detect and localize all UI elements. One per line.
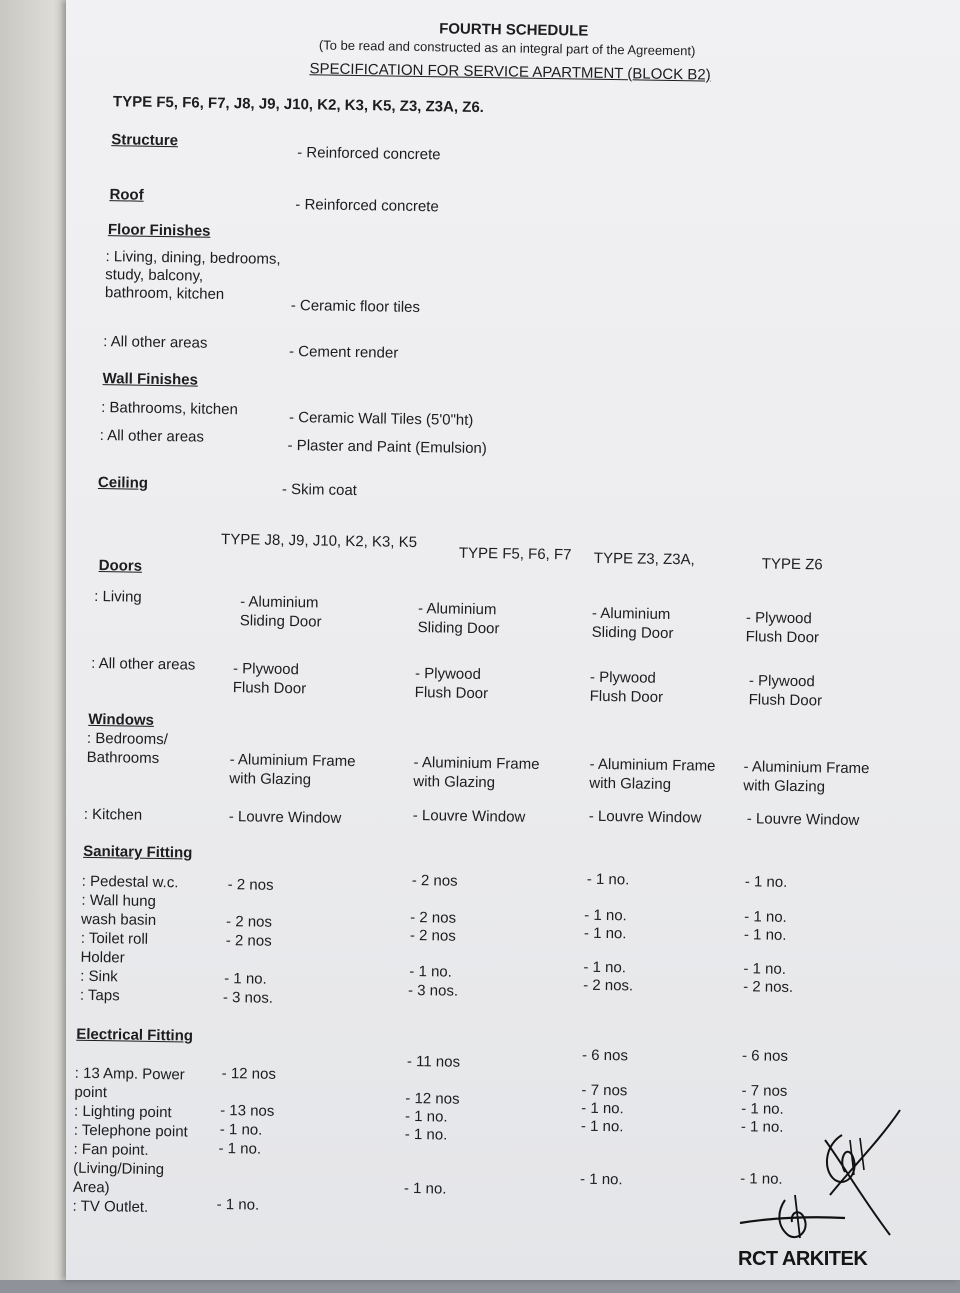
electrical-col3-tv: - 1 no.	[579, 1170, 623, 1189]
sanitary-col2-basin: - 2 nos	[410, 908, 457, 927]
wall-bath-label: : Bathrooms, kitchen	[101, 399, 239, 419]
electrical-items: : 13 Amp. Power point : Lighting point : Telephone point : Fan point. (Living/Dining Area) : TV Outlet.	[72, 1064, 188, 1216]
wall-other-label: : All other areas	[99, 427, 205, 446]
electrical-col2-telephone: - 1 no.	[404, 1107, 448, 1126]
sanitary-col3-wc: - 1 no.	[586, 870, 630, 889]
types-line: TYPE F5, F6, F7, J8, J9, J10, K2, K3, K5, Z3, Z3A, Z6.	[112, 93, 485, 117]
doors-other-col3: - Plywood Flush Door	[589, 668, 664, 706]
electrical-col2-lighting: - 12 nos	[405, 1089, 460, 1108]
windows-bed-col1: - Aluminium Frame with Glazing	[229, 751, 356, 789]
ceiling-value: - Skim coat	[281, 480, 358, 500]
sanitary-col3-basin: - 1 no.	[584, 906, 627, 925]
wall-finishes-label: Wall Finishes	[102, 370, 199, 389]
doors-living-col2: - Aluminium Sliding Door	[417, 600, 500, 638]
ceiling-label: Ceiling	[97, 474, 149, 492]
windows-bed-col3: - Aluminium Frame with Glazing	[589, 755, 716, 794]
windows-kitchen-col4: - Louvre Window	[746, 810, 860, 830]
windows-bed-col4: - Aluminium Frame with Glazing	[743, 758, 870, 796]
floor-rooms-value: - Ceramic floor tiles	[290, 297, 421, 317]
schedule-title: FOURTH SCHEDULE	[439, 20, 589, 40]
sanitary-col4-taps: - 2 nos.	[743, 978, 794, 996]
sanitary-col4-sink: - 1 no.	[743, 960, 787, 978]
doors-other-label: : All other areas	[91, 654, 196, 674]
handwritten-signature-icon	[730, 1100, 920, 1250]
sanitary-col2-taps: - 3 nos.	[407, 981, 459, 1000]
schedule-subtitle: (To be read and constructed as an integral part of the Agreement)	[318, 37, 696, 59]
sanitary-col1-wc: - 2 nos	[227, 876, 274, 894]
sanitary-col4-basin: - 1 no.	[744, 908, 787, 926]
electrical-col1-telephone: - 1 no.	[219, 1121, 263, 1139]
sanitary-col4-holder: - 1 no.	[743, 926, 787, 944]
doors-other-col2: - Plywood Flush Door	[414, 665, 489, 703]
sanitary-items: : Pedestal w.c. : Wall hung wash basin : Toilet roll Holder : Sink : Taps	[79, 872, 179, 1005]
doors-other-col1: - Plywood Flush Door	[232, 660, 307, 698]
electrical-col2-fan: - 1 no.	[404, 1125, 448, 1144]
column-header-type-f: TYPE F5, F6, F7	[458, 544, 572, 564]
roof-value: - Reinforced concrete	[295, 196, 439, 216]
electrical-col1-fan: - 1 no.	[218, 1139, 262, 1158]
sanitary-col1-sink: - 1 no.	[224, 970, 267, 988]
electrical-col3-telephone: - 1 no.	[581, 1099, 624, 1118]
wall-other-value: - Plaster and Paint (Emulsion)	[287, 436, 487, 458]
windows-bed-col2: - Aluminium Frame with Glazing	[413, 754, 540, 792]
windows-kitchen-col3: - Louvre Window	[588, 807, 702, 827]
doors-living-col1: - Aluminium Sliding Door	[239, 593, 322, 631]
electrical-col1-lighting: - 13 nos	[220, 1102, 275, 1120]
column-header-type-j: TYPE J8, J9, J10, K2, K3, K5	[220, 530, 418, 552]
electrical-label: Electrical Fitting	[76, 1025, 194, 1045]
electrical-col4-fan: - 1 no.	[740, 1118, 784, 1136]
electrical-col4-lighting: - 7 nos	[741, 1082, 788, 1100]
column-header-type-z6: TYPE Z6	[761, 555, 823, 574]
electrical-col3-lighting: - 7 nos	[581, 1081, 628, 1100]
sanitary-col3-sink: - 1 no.	[583, 958, 627, 977]
sanitary-col2-sink: - 1 no.	[409, 962, 453, 981]
floor-finishes-label: Floor Finishes	[107, 221, 211, 240]
floor-other-label: : All other areas	[103, 333, 208, 352]
sanitary-col3-taps: - 2 nos.	[583, 976, 634, 995]
sanitary-col1-taps: - 3 nos.	[222, 989, 274, 1007]
electrical-col2-power: - 11 nos	[406, 1052, 461, 1071]
windows-kitchen-label: : Kitchen	[83, 805, 143, 824]
roof-label: Roof	[109, 186, 144, 204]
windows-label: Windows	[88, 710, 155, 729]
electrical-col3-fan: - 1 no.	[580, 1117, 624, 1136]
electrical-col4-telephone: - 1 no.	[741, 1100, 784, 1118]
electrical-col1-tv: - 1 no.	[216, 1195, 260, 1214]
company-stamp: RCT ARKITEK	[738, 1248, 868, 1270]
doors-living-col4: - Plywood Flush Door	[745, 609, 820, 647]
sanitary-col2-wc: - 2 nos	[411, 871, 458, 890]
windows-bed-label: : Bedrooms/ Bathrooms	[86, 729, 168, 768]
electrical-col4-tv: - 1 no.	[740, 1170, 783, 1188]
column-header-type-z3: TYPE Z3, Z3A,	[593, 549, 695, 569]
electrical-col4-power: - 6 nos	[741, 1047, 789, 1065]
sanitary-col1-holder: - 2 nos	[225, 932, 272, 950]
floor-rooms-label: : Living, dining, bedrooms, study, balcony, bathroom, kitchen	[104, 248, 281, 303]
structure-label: Structure	[111, 131, 179, 150]
windows-kitchen-col1: - Louvre Window	[228, 808, 342, 827]
windows-kitchen-col2: - Louvre Window	[412, 807, 526, 826]
electrical-col2-tv: - 1 no.	[403, 1179, 447, 1198]
wall-bath-value: - Ceramic Wall Tiles (5'0"ht)	[288, 409, 474, 429]
floor-other-value: - Cement render	[288, 343, 399, 362]
sanitary-col1-basin: - 2 nos	[225, 913, 273, 931]
doors-living-label: : Living	[94, 587, 142, 606]
sanitary-label: Sanitary Fitting	[83, 842, 193, 862]
sanitary-col4-wc: - 1 no.	[744, 873, 788, 891]
sanitary-col3-holder: - 1 no.	[583, 924, 627, 943]
electrical-col3-power: - 6 nos	[581, 1046, 629, 1065]
doors-other-col4: - Plywood Flush Door	[748, 672, 823, 710]
spec-title: SPECIFICATION FOR SERVICE APARTMENT (BLOCK B2)	[309, 60, 711, 84]
doors-living-col3: - Aluminium Sliding Door	[591, 604, 674, 643]
sanitary-col2-holder: - 2 nos	[409, 926, 456, 945]
doors-label: Doors	[98, 557, 143, 575]
electrical-col1-power: - 12 nos	[221, 1065, 277, 1083]
structure-value: - Reinforced concrete	[297, 144, 441, 164]
